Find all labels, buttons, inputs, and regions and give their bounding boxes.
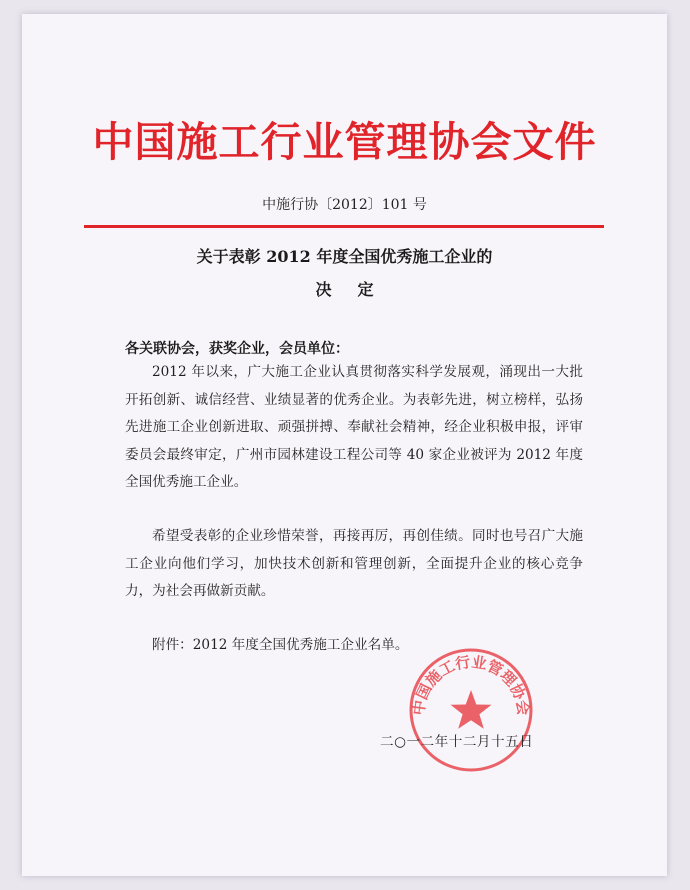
attachment-note: 附件：2012 年度全国优秀施工企业名单。 bbox=[152, 637, 409, 653]
issue-date: 二○一二年十二月十五日 bbox=[380, 734, 534, 750]
red-divider-line bbox=[84, 225, 604, 228]
seal-text: 中国施工行业管理协会 bbox=[409, 652, 533, 717]
masthead-title: 中国施工行业管理协会文件 bbox=[92, 118, 597, 166]
document-title-line1: 关于表彰 2012 年度全国优秀施工企业的 bbox=[196, 247, 493, 266]
salutation: 各关联协会，获奖企业，会员单位： bbox=[125, 341, 349, 357]
document-title-line2: 决定 bbox=[315, 280, 400, 299]
body-paragraph-2: 希望受表彰的企业珍惜荣誉，再接再厉，再创佳绩。同时也号召广大施工企业向他们学习，加快技术创新和管理创新，全面提升企业的核心竞争力，为社会再做新贡献。 bbox=[125, 528, 583, 599]
seal-star-icon bbox=[451, 690, 492, 729]
document-page bbox=[22, 14, 667, 876]
official-seal-stamp bbox=[407, 646, 535, 774]
body-paragraph-1: 2012 年以来，广大施工企业认真贯彻落实科学发展观，涌现出一大批开拓创新、诚信经营、业绩显著的优秀企业。为表彰先进，树立榜样，弘扬先进施工企业创新进取、顽强拼搏、奉献社会精神，经企业积极申报，评审委员会最终审定，广州市园林建设工程公司等 40 家企业被评为 2012 年度全国优秀施工企业。 bbox=[125, 364, 583, 490]
document-number: 中施行协〔2012〕101 号 bbox=[262, 197, 427, 213]
